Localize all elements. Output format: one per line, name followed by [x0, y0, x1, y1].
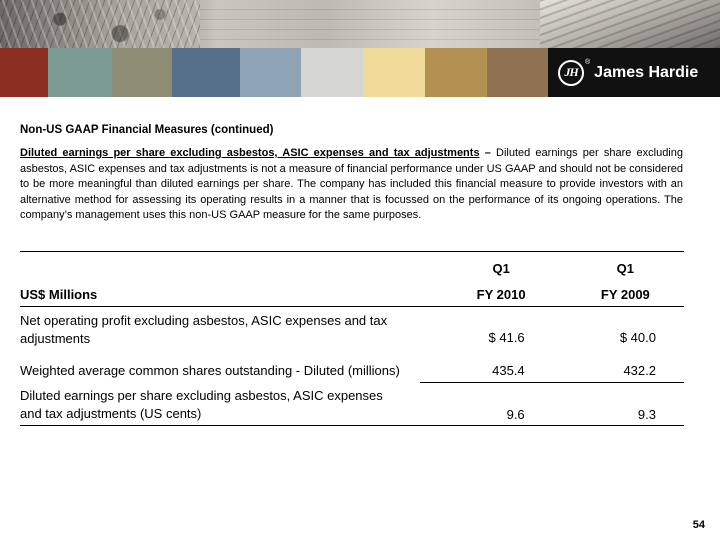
row-label-line: and tax adjustments (US cents) — [20, 406, 202, 421]
table-header-row — [20, 276, 684, 307]
paragraph-lead: Diluted earnings per share excluding asbestos, ASIC expenses and tax adjustments — [20, 147, 480, 159]
header-col2-year: FY 2009 — [553, 276, 684, 307]
header-col2-period: Q1 — [553, 252, 684, 277]
color-swatch — [425, 48, 487, 97]
row-value-fy2009: 9.3 — [553, 382, 684, 426]
logo-monogram-text: JH — [564, 65, 578, 79]
paragraph-body: Diluted earnings per share excluding asbestos, ASIC expenses and tax adjustments is not a measure of financial performance under US GAAP and should not be considered to be more meaningful than diluted earnings per share. The company has included this financial measure to provide investors with an alternative method for assessing its operating results in a manner that is focussed on the performance of its ongoing operations. The company’s management uses this non-US GAAP measure for the same purposes. — [20, 147, 683, 221]
header-col1-period: Q1 — [420, 252, 553, 277]
header-label-cell — [20, 252, 420, 277]
registered-mark: ® — [585, 59, 591, 66]
paragraph-dash: – — [479, 147, 497, 159]
roof-photo-area — [540, 0, 720, 48]
row-label-line: adjustments — [20, 331, 91, 346]
table-row — [20, 307, 684, 349]
color-swatch-strip — [0, 48, 548, 97]
table-row — [20, 348, 684, 382]
table-header-row — [20, 252, 684, 277]
row-value-fy2010: 9.6 — [420, 382, 553, 426]
color-swatch — [363, 48, 425, 97]
color-swatch — [301, 48, 363, 97]
row-label — [20, 382, 420, 426]
color-swatch — [0, 48, 48, 97]
table-row — [20, 382, 684, 426]
header-col1-year: FY 2010 — [420, 276, 553, 307]
row-label-line: Diluted earnings per share excluding asbestos, ASIC expenses — [20, 388, 383, 403]
jh-monogram-icon — [558, 60, 584, 86]
row-label-line: Weighted average common shares outstanding - Diluted (millions) — [20, 363, 400, 378]
house-photo — [0, 0, 720, 48]
james-hardie-logo — [548, 48, 720, 97]
row-value-fy2010: 435.4 — [420, 348, 553, 382]
financial-table — [20, 251, 684, 426]
color-swatch — [240, 48, 301, 97]
description-paragraph — [20, 146, 683, 224]
color-swatch — [172, 48, 240, 97]
color-swatch — [112, 48, 172, 97]
row-value-fy2009: 432.2 — [553, 348, 684, 382]
row-label — [20, 307, 420, 349]
header-banner — [0, 0, 720, 97]
header-units-cell: US$ Millions — [20, 276, 420, 307]
section-title: Non-US GAAP Financial Measures (continued) — [20, 124, 274, 136]
row-value-fy2009: $ 40.0 — [619, 330, 656, 345]
color-swatch — [487, 48, 548, 97]
page-number: 54 — [692, 519, 705, 531]
tree-photo-area — [0, 0, 200, 48]
row-label-line: Net operating profit excluding asbestos, ASIC expenses and tax — [20, 313, 388, 328]
logo-name: James Hardie — [594, 63, 699, 81]
row-value-fy2010: $ 41.6 — [488, 330, 525, 345]
color-swatch — [48, 48, 112, 97]
row-label — [20, 348, 420, 382]
